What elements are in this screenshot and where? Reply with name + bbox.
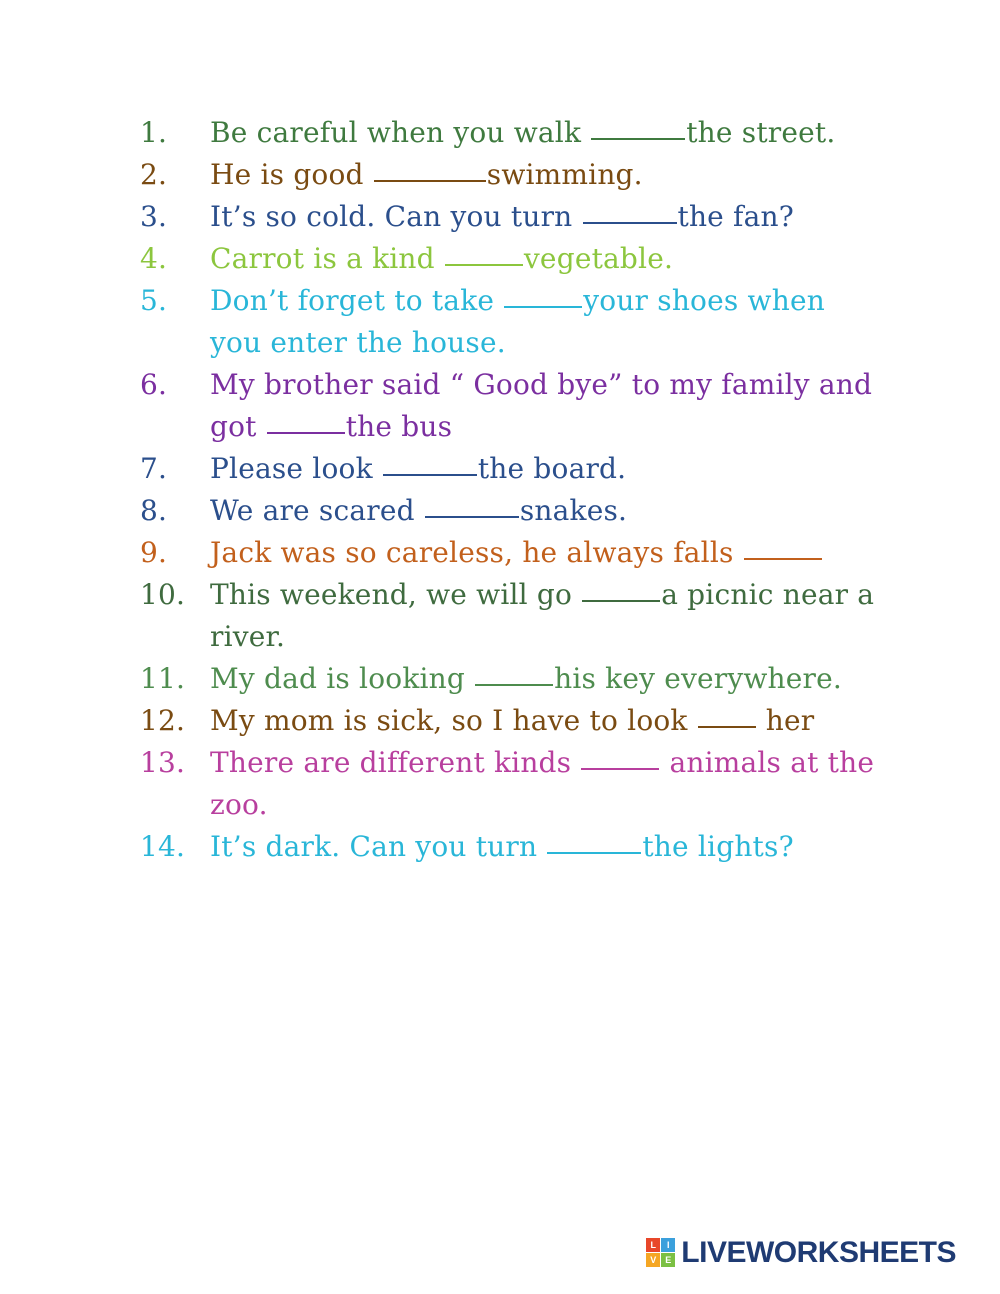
question-text-segment: Jack was so careless, he always falls <box>210 536 743 569</box>
answer-blank[interactable] <box>445 264 523 266</box>
question-number: 14. <box>140 830 186 863</box>
question-item <box>140 280 880 364</box>
answer-blank[interactable] <box>504 306 582 308</box>
answer-blank[interactable] <box>267 432 345 434</box>
answer-blank[interactable] <box>581 768 659 770</box>
answer-blank[interactable] <box>425 516 519 518</box>
question-text <box>210 154 880 196</box>
question-text <box>210 532 880 574</box>
question-item <box>140 238 880 280</box>
question-text <box>210 490 880 532</box>
answer-blank[interactable] <box>475 684 553 686</box>
question-text <box>210 448 880 490</box>
question-text-segment: It’s dark. Can you turn <box>210 830 547 863</box>
question-item <box>140 742 880 826</box>
question-item <box>140 658 880 700</box>
question-text <box>210 700 880 742</box>
question-text-segment: vegetable. <box>523 242 674 275</box>
answer-blank[interactable] <box>591 138 685 140</box>
question-text-segment: He is good <box>210 158 373 191</box>
liveworksheets-footer <box>646 1236 956 1270</box>
question-text <box>210 826 880 868</box>
question-number: 4. <box>140 242 168 275</box>
question-text <box>210 238 880 280</box>
question-number: 13. <box>140 746 186 779</box>
answer-blank[interactable] <box>583 222 677 224</box>
question-text-segment: the board. <box>477 452 627 485</box>
question-text-segment: a picnic near a river. <box>210 578 875 653</box>
logo-cell-e: E <box>661 1253 675 1267</box>
answer-blank[interactable] <box>374 180 486 182</box>
question-text <box>210 280 880 364</box>
question-number: 6. <box>140 368 168 401</box>
question-item <box>140 154 880 196</box>
liveworksheets-logo-icon <box>646 1238 676 1268</box>
question-text-segment: her <box>756 704 815 737</box>
answer-blank[interactable] <box>698 726 756 728</box>
question-text <box>210 112 880 154</box>
question-item <box>140 364 880 448</box>
question-text <box>210 742 880 826</box>
question-text-segment: My brother said “ Good bye” to my family and got <box>210 368 873 443</box>
question-text-segment: It’s so cold. Can you turn <box>210 200 582 233</box>
question-text <box>210 196 880 238</box>
question-text-segment: swimming. <box>486 158 643 191</box>
question-text-segment: My dad is looking <box>210 662 475 695</box>
question-number: 2. <box>140 158 168 191</box>
question-item <box>140 532 880 574</box>
question-list <box>140 112 880 868</box>
answer-blank[interactable] <box>582 600 660 602</box>
question-number: 12. <box>140 704 186 737</box>
question-item <box>140 448 880 490</box>
question-number: 11. <box>140 662 186 695</box>
liveworksheets-wordmark: LIVEWORKSHEETS <box>681 1236 956 1269</box>
answer-blank[interactable] <box>383 474 477 476</box>
question-number: 9. <box>140 536 168 569</box>
question-text-segment: Don’t forget to take <box>210 284 504 317</box>
question-text-segment: There are different kinds <box>210 746 581 779</box>
question-text-segment: his key everywhere. <box>554 662 843 695</box>
question-number: 5. <box>140 284 168 317</box>
answer-blank[interactable] <box>744 558 822 560</box>
question-text-segment: My mom is sick, so I have to look <box>210 704 697 737</box>
question-number: 7. <box>140 452 168 485</box>
question-text-segment: animals at the zoo. <box>210 746 875 821</box>
question-text-segment: This weekend, we will go <box>210 578 582 611</box>
question-number: 1. <box>140 116 168 149</box>
question-item <box>140 826 880 868</box>
question-item <box>140 196 880 238</box>
question-item <box>140 574 880 658</box>
question-number: 8. <box>140 494 168 527</box>
logo-cell-l: L <box>646 1238 660 1252</box>
question-text-segment: the fan? <box>677 200 794 233</box>
question-text <box>210 658 880 700</box>
question-text-segment: Carrot is a kind <box>210 242 444 275</box>
question-text <box>210 364 880 448</box>
question-text-segment: Please look <box>210 452 382 485</box>
question-text-segment: your shoes when you enter the house. <box>210 284 825 359</box>
question-text-segment: Be careful when you walk <box>210 116 591 149</box>
logo-cell-i: I <box>661 1238 675 1252</box>
logo-cell-v: V <box>646 1253 660 1267</box>
question-item <box>140 490 880 532</box>
question-text-segment: the lights? <box>642 830 794 863</box>
question-number: 10. <box>140 578 186 611</box>
question-number: 3. <box>140 200 168 233</box>
question-text-segment: We are scared <box>210 494 424 527</box>
question-text-segment: the bus <box>345 410 453 443</box>
question-text-segment: the street. <box>686 116 836 149</box>
answer-blank[interactable] <box>547 852 641 854</box>
question-text <box>210 574 880 658</box>
question-text-segment: snakes. <box>519 494 628 527</box>
question-item <box>140 112 880 154</box>
question-item <box>140 700 880 742</box>
